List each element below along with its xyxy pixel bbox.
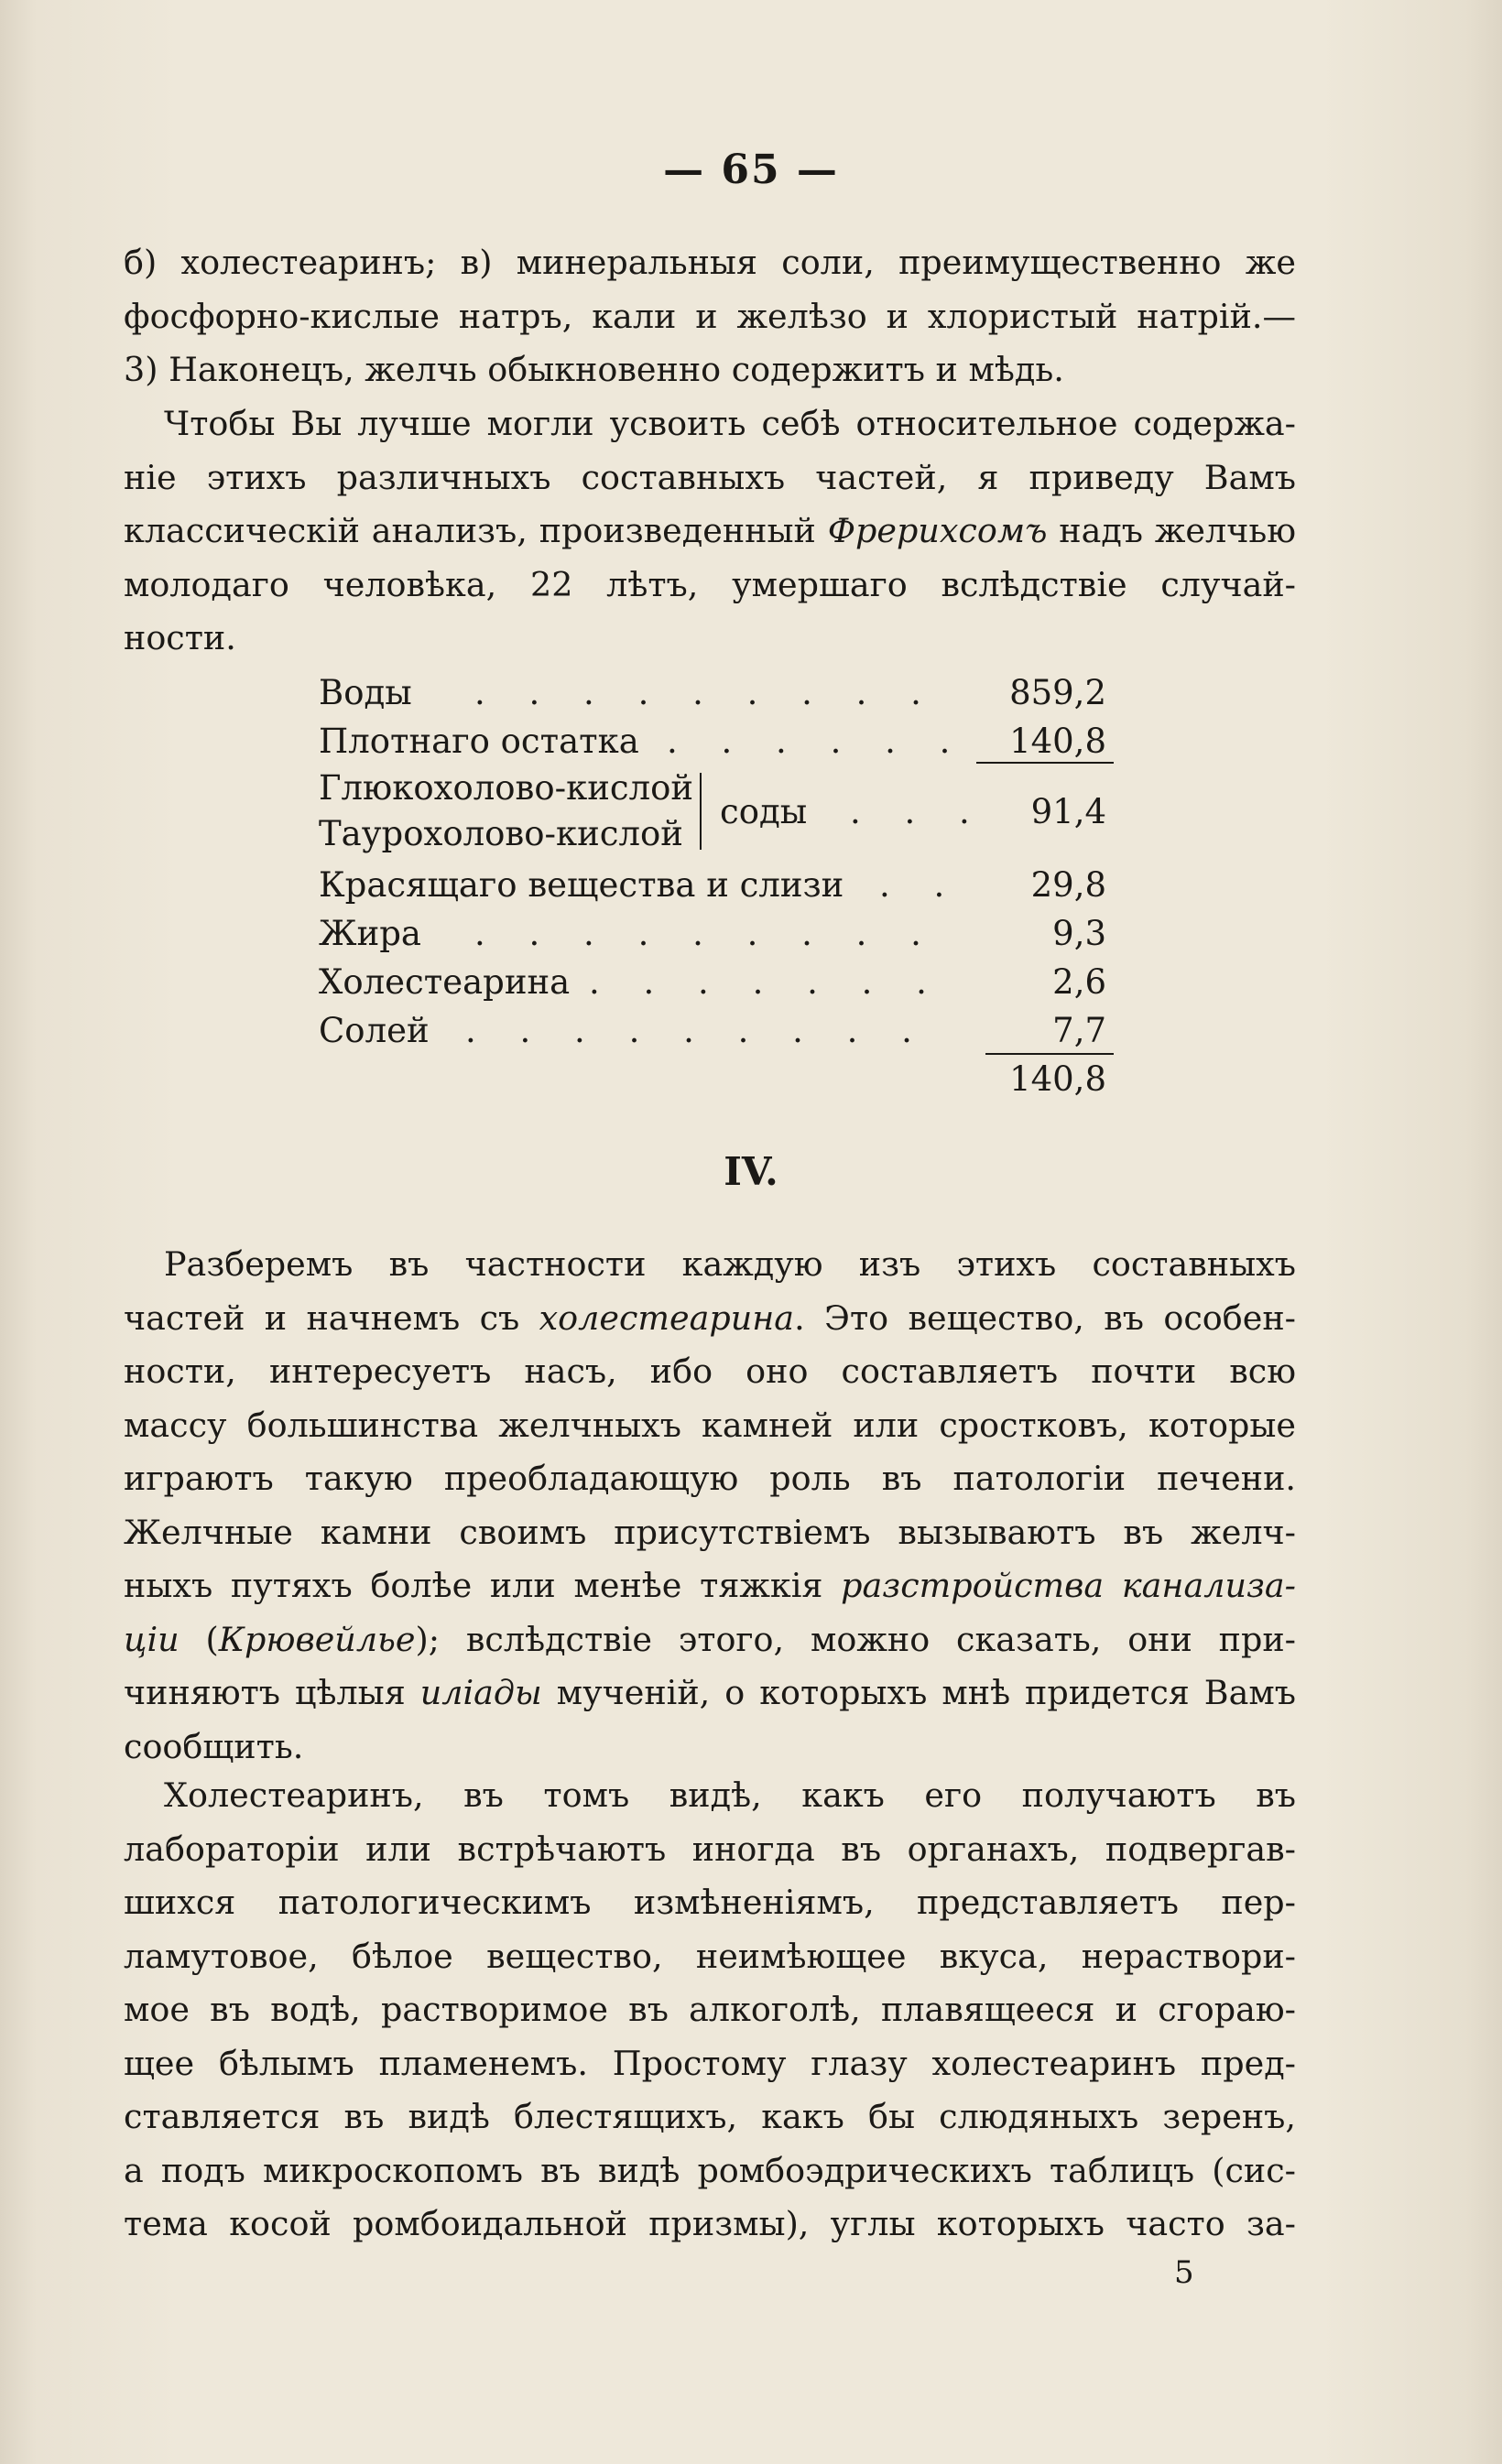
text-line: сообщить. [124,1726,304,1766]
analysis-table [319,668,1106,1103]
row-value: 2,6 [1052,962,1106,1002]
leader-dots: . . . . . . [667,722,967,761]
text-line: тема косой ромбоидальной призмы), углы которыхъ часто за- [124,2204,1296,2243]
text-line: молодаго человѣка, 22 лѣтъ, умершаго вслѣдствіе случай- [124,564,1296,604]
text-line: Разберемъ въ частности каждую изъ этихъ составныхъ [164,1244,1296,1284]
row-value: 140,8 [1009,722,1106,761]
text-line: Желчные камни своимъ присутствіемъ вызываютъ въ желч- [124,1512,1296,1552]
text-line: фосфорно-кислые натръ, кали и желѣзо и хлористый натрій.— [124,296,1296,336]
text-line: ламутовое, бѣлое вещество, неимѣющее вкуса, нераствори- [124,1936,1296,1976]
table-total-row [319,1055,1106,1103]
table-row [319,717,1106,765]
row-label: Холестеарина [319,962,571,1002]
table-row [319,1006,1106,1055]
table-row [319,909,1106,958]
row-label: Воды [319,673,412,712]
text-line: Чтобы Вы лучше могли усвоить себѣ относительное содержа- [164,404,1296,443]
row-label: Солей [319,1011,430,1050]
text-line: ности, интересуетъ насъ, ибо оно составляетъ почти всю [124,1351,1296,1391]
table-row [319,861,1106,909]
text-line: частей и начнемъ съ холестеарина. Это вещество, въ особен- [124,1297,1296,1338]
row-label: Таурохолово-кислой [319,814,683,853]
leader-dots: . . . . . . . [589,962,943,1002]
paragraph-1 [124,236,1296,397]
row-value: 91,4 [1030,792,1106,831]
text-line: лабораторіи или встрѣчаютъ иногда въ органахъ, подвергав- [124,1829,1296,1869]
text-line: шихся патологическимъ измѣненіямъ, представляетъ пер- [124,1883,1296,1922]
text-line: массу большинства желчныхъ камней или сростковъ, которые [124,1405,1296,1445]
text-line: ціи (Крювейлье); вслѣдствіе этого, можно сказать, они при- [124,1619,1296,1659]
text-line: играютъ такую преобладающую роль въ патологіи печени. [124,1459,1296,1498]
subtotal-rule [976,762,1114,764]
paragraph-2 [124,397,1296,666]
total-value: 140,8 [1009,1059,1106,1099]
brace-icon [700,773,711,850]
leader-dots: . . . [850,792,986,831]
page-number-header: — 65 — [663,147,839,193]
table-row-braced [319,765,1106,861]
text-line: ставляется въ видѣ блестящихъ, какъ бы слюдяныхъ зеренъ, [124,2097,1296,2136]
leader-dots: . . . . . . . . . [474,914,938,953]
text-line: б) холестеаринъ; в) минеральныя соли, преимущественно же [124,243,1296,282]
section-heading: IV. [724,1149,778,1194]
text-line: а подъ микроскопомъ въ видѣ ромбоэдрическихъ таблицъ (сис- [124,2150,1296,2190]
row-label-suffix: соды [720,792,808,831]
row-label: Плотнаго остатка [319,722,639,761]
table-row [319,668,1106,717]
text-line: ніе этихъ различныхъ составныхъ частей, я приведу Вамъ [124,457,1296,497]
leader-dots: . . . . . . . . . [465,1011,929,1050]
text-line: щее бѣлымъ пламенемъ. Простому глазу холестеаринъ пред- [124,2043,1296,2083]
row-value: 29,8 [1030,865,1106,905]
text-line: мое въ водѣ, растворимое въ алкоголѣ, плавящееся и сгораю- [124,1990,1296,2029]
row-label: Жира [319,914,421,953]
signature-mark: 5 [1174,2254,1194,2291]
leader-dots: . . [879,865,962,905]
row-value: 7,7 [1052,1011,1106,1050]
paragraph-4 [124,1769,1296,2252]
table-row [319,958,1106,1006]
row-value: 859,2 [1009,673,1106,712]
row-value: 9,3 [1052,914,1106,953]
text-line: 3) Наконецъ, желчь обыкновенно содержитъ и мѣдь. [124,350,1064,389]
text-line: чиняютъ цѣлыя иліады мученій, о которыхъ мнѣ придется Вамъ [124,1673,1296,1712]
text-line: ности. [124,618,236,657]
paragraph-3 [124,1238,1296,1774]
text-line: Холестеаринъ, въ томъ видѣ, какъ его получаютъ въ [164,1775,1296,1815]
row-label: Глюкохолово-кислой [319,768,694,808]
text-line: ныхъ путяхъ болѣе или менѣе тяжкія разстройства канализа- [124,1566,1296,1605]
row-label: Красящаго вещества и слизи [319,865,844,905]
author-name: Фрерихсомъ [827,511,1048,550]
text-line: классическій анализъ, произведенный Фрерихсомъ надъ желчью [124,511,1296,550]
leader-dots: . . . . . . . . . [474,673,938,712]
